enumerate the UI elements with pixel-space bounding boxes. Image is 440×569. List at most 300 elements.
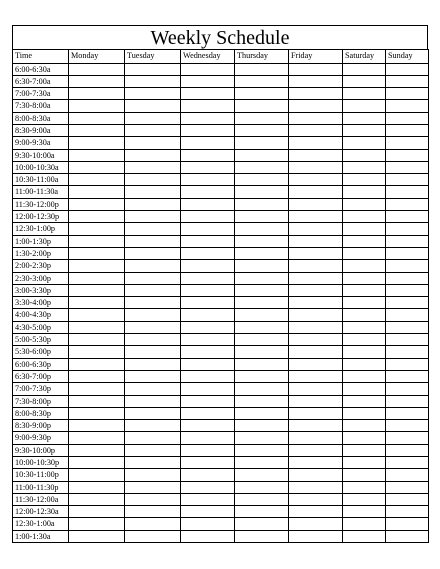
schedule-cell xyxy=(69,198,125,210)
schedule-cell xyxy=(181,186,235,198)
schedule-cell xyxy=(343,481,386,493)
time-slot-cell: 12:30-1:00p xyxy=(13,223,69,235)
schedule-cell xyxy=(289,124,343,136)
schedule-cell xyxy=(181,518,235,530)
time-slot-cell: 10:00-10:30p xyxy=(13,457,69,469)
schedule-cell xyxy=(343,186,386,198)
table-row xyxy=(13,272,429,284)
schedule-cell xyxy=(289,63,343,75)
schedule-cell xyxy=(343,309,386,321)
schedule-cell xyxy=(386,100,429,112)
schedule-cell xyxy=(125,383,181,395)
schedule-cell xyxy=(386,518,429,530)
schedule-cell xyxy=(181,174,235,186)
schedule-cell xyxy=(125,395,181,407)
table-row xyxy=(13,407,429,419)
schedule-cell xyxy=(289,334,343,346)
schedule-cell xyxy=(235,383,289,395)
schedule-cell xyxy=(343,506,386,518)
schedule-cell xyxy=(125,272,181,284)
schedule-cell xyxy=(125,247,181,259)
time-slot-cell: 2:00-2:30p xyxy=(13,260,69,272)
table-row xyxy=(13,88,429,100)
table-row xyxy=(13,493,429,505)
schedule-cell xyxy=(386,334,429,346)
schedule-sheet xyxy=(12,25,428,543)
schedule-cell xyxy=(343,247,386,259)
table-row xyxy=(13,383,429,395)
page-title: Weekly Schedule xyxy=(12,25,428,49)
schedule-cell xyxy=(386,530,429,542)
table-row xyxy=(13,530,429,542)
time-slot-cell: 11:00-11:30p xyxy=(13,481,69,493)
schedule-cell xyxy=(235,420,289,432)
time-slot-cell: 5:00-5:30p xyxy=(13,334,69,346)
schedule-cell xyxy=(343,493,386,505)
table-row xyxy=(13,432,429,444)
schedule-cell xyxy=(386,284,429,296)
table-row xyxy=(13,124,429,136)
schedule-cell xyxy=(181,112,235,124)
schedule-cell xyxy=(386,63,429,75)
schedule-cell xyxy=(125,186,181,198)
schedule-cell xyxy=(69,432,125,444)
time-slot-cell: 9:30-10:00p xyxy=(13,444,69,456)
schedule-cell xyxy=(289,235,343,247)
schedule-cell xyxy=(181,198,235,210)
day-header-friday: Friday xyxy=(289,50,343,64)
schedule-cell xyxy=(289,186,343,198)
schedule-cell xyxy=(69,358,125,370)
schedule-cell xyxy=(125,346,181,358)
schedule-cell xyxy=(125,530,181,542)
schedule-cell xyxy=(235,75,289,87)
time-slot-cell: 5:30-6:00p xyxy=(13,346,69,358)
time-slot-cell: 1:00-1:30p xyxy=(13,235,69,247)
schedule-cell xyxy=(69,321,125,333)
schedule-cell xyxy=(343,530,386,542)
schedule-cell xyxy=(125,518,181,530)
schedule-cell xyxy=(181,358,235,370)
schedule-cell xyxy=(343,518,386,530)
time-slot-cell: 8:00-8:30p xyxy=(13,407,69,419)
schedule-cell xyxy=(386,395,429,407)
schedule-cell xyxy=(69,223,125,235)
time-slot-cell: 3:30-4:00p xyxy=(13,297,69,309)
schedule-cell xyxy=(343,63,386,75)
schedule-cell xyxy=(289,297,343,309)
schedule-cell xyxy=(343,75,386,87)
schedule-cell xyxy=(386,260,429,272)
schedule-cell xyxy=(386,112,429,124)
schedule-cell xyxy=(181,346,235,358)
schedule-cell xyxy=(386,321,429,333)
schedule-cell xyxy=(289,407,343,419)
schedule-cell xyxy=(181,370,235,382)
schedule-cell xyxy=(386,297,429,309)
schedule-cell xyxy=(289,493,343,505)
schedule-cell xyxy=(181,321,235,333)
schedule-cell xyxy=(181,235,235,247)
schedule-cell xyxy=(181,137,235,149)
schedule-cell xyxy=(289,272,343,284)
schedule-cell xyxy=(343,358,386,370)
schedule-cell xyxy=(289,346,343,358)
schedule-cell xyxy=(181,395,235,407)
schedule-cell xyxy=(69,309,125,321)
schedule-cell xyxy=(289,432,343,444)
time-slot-cell: 9:00-9:30a xyxy=(13,137,69,149)
schedule-cell xyxy=(235,493,289,505)
schedule-cell xyxy=(125,309,181,321)
schedule-cell xyxy=(69,506,125,518)
schedule-cell xyxy=(181,432,235,444)
schedule-cell xyxy=(181,149,235,161)
schedule-cell xyxy=(343,297,386,309)
schedule-cell xyxy=(181,493,235,505)
schedule-cell xyxy=(235,137,289,149)
schedule-cell xyxy=(181,124,235,136)
schedule-cell xyxy=(386,432,429,444)
table-row xyxy=(13,284,429,296)
schedule-cell xyxy=(69,100,125,112)
schedule-cell xyxy=(235,161,289,173)
schedule-cell xyxy=(125,444,181,456)
schedule-cell xyxy=(69,518,125,530)
table-row xyxy=(13,518,429,530)
time-slot-cell: 11:00-11:30a xyxy=(13,186,69,198)
schedule-table xyxy=(12,49,429,543)
schedule-cell xyxy=(181,506,235,518)
schedule-cell xyxy=(343,137,386,149)
schedule-cell xyxy=(235,100,289,112)
schedule-cell xyxy=(69,174,125,186)
schedule-cell xyxy=(289,444,343,456)
schedule-cell xyxy=(343,469,386,481)
schedule-cell xyxy=(181,284,235,296)
schedule-cell xyxy=(343,444,386,456)
schedule-cell xyxy=(181,420,235,432)
header-row xyxy=(13,50,429,64)
schedule-cell xyxy=(125,223,181,235)
time-slot-cell: 12:30-1:00a xyxy=(13,518,69,530)
schedule-cell xyxy=(386,186,429,198)
schedule-cell xyxy=(69,211,125,223)
schedule-cell xyxy=(343,235,386,247)
schedule-cell xyxy=(289,100,343,112)
schedule-cell xyxy=(289,137,343,149)
schedule-cell xyxy=(235,149,289,161)
table-row xyxy=(13,198,429,210)
schedule-cell xyxy=(69,88,125,100)
time-slot-cell: 12:00-12:30a xyxy=(13,506,69,518)
schedule-cell xyxy=(125,493,181,505)
schedule-cell xyxy=(69,149,125,161)
schedule-cell xyxy=(386,506,429,518)
time-slot-cell: 6:30-7:00p xyxy=(13,370,69,382)
schedule-cell xyxy=(235,346,289,358)
schedule-cell xyxy=(343,457,386,469)
schedule-cell xyxy=(235,260,289,272)
schedule-cell xyxy=(235,247,289,259)
day-header-tuesday: Tuesday xyxy=(125,50,181,64)
schedule-cell xyxy=(69,75,125,87)
schedule-cell xyxy=(69,346,125,358)
time-slot-cell: 1:30-2:00p xyxy=(13,247,69,259)
schedule-cell xyxy=(235,432,289,444)
schedule-cell xyxy=(289,223,343,235)
schedule-cell xyxy=(181,481,235,493)
table-row xyxy=(13,223,429,235)
schedule-cell xyxy=(69,284,125,296)
schedule-cell xyxy=(69,370,125,382)
schedule-cell xyxy=(386,235,429,247)
table-row xyxy=(13,506,429,518)
schedule-cell xyxy=(181,457,235,469)
time-slot-cell: 8:30-9:00p xyxy=(13,420,69,432)
schedule-cell xyxy=(289,75,343,87)
schedule-cell xyxy=(125,211,181,223)
schedule-cell xyxy=(125,100,181,112)
schedule-cell xyxy=(343,149,386,161)
table-row xyxy=(13,260,429,272)
time-slot-cell: 6:00-6:30a xyxy=(13,63,69,75)
schedule-cell xyxy=(181,100,235,112)
schedule-cell xyxy=(69,186,125,198)
schedule-cell xyxy=(235,186,289,198)
schedule-cell xyxy=(343,407,386,419)
schedule-cell xyxy=(289,457,343,469)
schedule-cell xyxy=(235,370,289,382)
schedule-cell xyxy=(343,198,386,210)
schedule-cell xyxy=(289,174,343,186)
day-header-thursday: Thursday xyxy=(235,50,289,64)
schedule-cell xyxy=(343,88,386,100)
schedule-cell xyxy=(69,383,125,395)
time-slot-cell: 7:30-8:00p xyxy=(13,395,69,407)
schedule-cell xyxy=(69,63,125,75)
schedule-cell xyxy=(289,149,343,161)
schedule-cell xyxy=(343,420,386,432)
time-slot-cell: 4:30-5:00p xyxy=(13,321,69,333)
table-row xyxy=(13,247,429,259)
table-row xyxy=(13,395,429,407)
schedule-cell xyxy=(125,420,181,432)
schedule-cell xyxy=(386,137,429,149)
schedule-cell xyxy=(386,309,429,321)
schedule-cell xyxy=(181,469,235,481)
schedule-cell xyxy=(125,63,181,75)
schedule-cell xyxy=(125,149,181,161)
schedule-cell xyxy=(289,518,343,530)
schedule-cell xyxy=(181,272,235,284)
schedule-cell xyxy=(386,247,429,259)
day-header-saturday: Saturday xyxy=(343,50,386,64)
schedule-cell xyxy=(289,88,343,100)
schedule-cell xyxy=(235,358,289,370)
time-slot-cell: 1:00-1:30a xyxy=(13,530,69,542)
time-slot-cell: 10:30-11:00p xyxy=(13,469,69,481)
schedule-cell xyxy=(181,530,235,542)
schedule-cell xyxy=(181,75,235,87)
schedule-cell xyxy=(125,432,181,444)
schedule-cell xyxy=(125,88,181,100)
time-column-header: Time xyxy=(13,50,69,64)
schedule-cell xyxy=(343,174,386,186)
table-row xyxy=(13,211,429,223)
schedule-cell xyxy=(235,124,289,136)
schedule-cell xyxy=(386,420,429,432)
schedule-cell xyxy=(289,309,343,321)
time-slot-cell: 7:00-7:30a xyxy=(13,88,69,100)
schedule-cell xyxy=(235,198,289,210)
schedule-cell xyxy=(69,407,125,419)
schedule-cell xyxy=(386,383,429,395)
schedule-cell xyxy=(69,112,125,124)
schedule-cell xyxy=(181,88,235,100)
schedule-cell xyxy=(235,174,289,186)
schedule-cell xyxy=(235,272,289,284)
schedule-cell xyxy=(181,63,235,75)
schedule-cell xyxy=(289,383,343,395)
table-row xyxy=(13,100,429,112)
schedule-cell xyxy=(386,174,429,186)
schedule-cell xyxy=(386,198,429,210)
schedule-cell xyxy=(343,211,386,223)
schedule-cell xyxy=(125,481,181,493)
schedule-cell xyxy=(289,321,343,333)
table-row xyxy=(13,321,429,333)
schedule-cell xyxy=(125,321,181,333)
time-slot-cell: 9:30-10:00a xyxy=(13,149,69,161)
schedule-cell xyxy=(125,469,181,481)
time-slot-cell: 10:00-10:30a xyxy=(13,161,69,173)
schedule-cell xyxy=(386,457,429,469)
schedule-cell xyxy=(343,272,386,284)
schedule-cell xyxy=(235,334,289,346)
time-slot-cell: 7:30-8:00a xyxy=(13,100,69,112)
schedule-cell xyxy=(343,260,386,272)
schedule-cell xyxy=(289,198,343,210)
table-row xyxy=(13,75,429,87)
schedule-cell xyxy=(289,481,343,493)
table-row xyxy=(13,346,429,358)
schedule-cell xyxy=(125,174,181,186)
schedule-cell xyxy=(343,161,386,173)
time-slot-cell: 8:00-8:30a xyxy=(13,112,69,124)
table-row xyxy=(13,370,429,382)
schedule-body xyxy=(13,63,429,543)
schedule-cell xyxy=(125,112,181,124)
schedule-cell xyxy=(125,284,181,296)
schedule-cell xyxy=(289,260,343,272)
schedule-cell xyxy=(235,407,289,419)
schedule-cell xyxy=(69,530,125,542)
schedule-cell xyxy=(235,309,289,321)
schedule-cell xyxy=(386,370,429,382)
schedule-cell xyxy=(69,235,125,247)
schedule-cell xyxy=(69,420,125,432)
schedule-cell xyxy=(125,358,181,370)
schedule-cell xyxy=(69,161,125,173)
table-row xyxy=(13,161,429,173)
schedule-cell xyxy=(386,88,429,100)
schedule-cell xyxy=(235,284,289,296)
schedule-cell xyxy=(125,260,181,272)
schedule-cell xyxy=(235,321,289,333)
schedule-cell xyxy=(235,395,289,407)
table-row xyxy=(13,112,429,124)
schedule-cell xyxy=(235,481,289,493)
schedule-cell xyxy=(386,444,429,456)
schedule-cell xyxy=(125,124,181,136)
time-slot-cell: 6:00-6:30p xyxy=(13,358,69,370)
schedule-cell xyxy=(235,112,289,124)
time-slot-cell: 4:00-4:30p xyxy=(13,309,69,321)
schedule-cell xyxy=(343,370,386,382)
schedule-cell xyxy=(235,223,289,235)
schedule-cell xyxy=(235,297,289,309)
schedule-cell xyxy=(386,272,429,284)
schedule-cell xyxy=(125,198,181,210)
schedule-cell xyxy=(386,75,429,87)
schedule-cell xyxy=(181,247,235,259)
schedule-cell xyxy=(289,370,343,382)
table-row xyxy=(13,457,429,469)
schedule-cell xyxy=(289,112,343,124)
table-row xyxy=(13,444,429,456)
schedule-cell xyxy=(235,211,289,223)
table-row xyxy=(13,481,429,493)
schedule-cell xyxy=(343,432,386,444)
table-row xyxy=(13,149,429,161)
schedule-cell xyxy=(125,457,181,469)
table-row xyxy=(13,137,429,149)
schedule-cell xyxy=(69,493,125,505)
table-row xyxy=(13,334,429,346)
schedule-cell xyxy=(343,346,386,358)
schedule-cell xyxy=(235,88,289,100)
schedule-cell xyxy=(235,530,289,542)
schedule-cell xyxy=(235,444,289,456)
time-slot-cell: 6:30-7:00a xyxy=(13,75,69,87)
schedule-cell xyxy=(125,137,181,149)
time-slot-cell: 3:00-3:30p xyxy=(13,284,69,296)
schedule-cell xyxy=(289,358,343,370)
schedule-cell xyxy=(69,395,125,407)
schedule-cell xyxy=(289,161,343,173)
schedule-cell xyxy=(69,297,125,309)
table-row xyxy=(13,309,429,321)
schedule-cell xyxy=(343,223,386,235)
schedule-cell xyxy=(386,211,429,223)
time-slot-cell: 2:30-3:00p xyxy=(13,272,69,284)
schedule-cell xyxy=(69,137,125,149)
schedule-cell xyxy=(343,124,386,136)
table-row xyxy=(13,297,429,309)
schedule-cell xyxy=(69,334,125,346)
schedule-cell xyxy=(386,358,429,370)
schedule-cell xyxy=(343,334,386,346)
schedule-cell xyxy=(386,493,429,505)
schedule-cell xyxy=(289,530,343,542)
schedule-cell xyxy=(289,211,343,223)
schedule-cell xyxy=(386,481,429,493)
schedule-cell xyxy=(181,260,235,272)
schedule-cell xyxy=(235,457,289,469)
schedule-cell xyxy=(181,383,235,395)
schedule-cell xyxy=(386,223,429,235)
